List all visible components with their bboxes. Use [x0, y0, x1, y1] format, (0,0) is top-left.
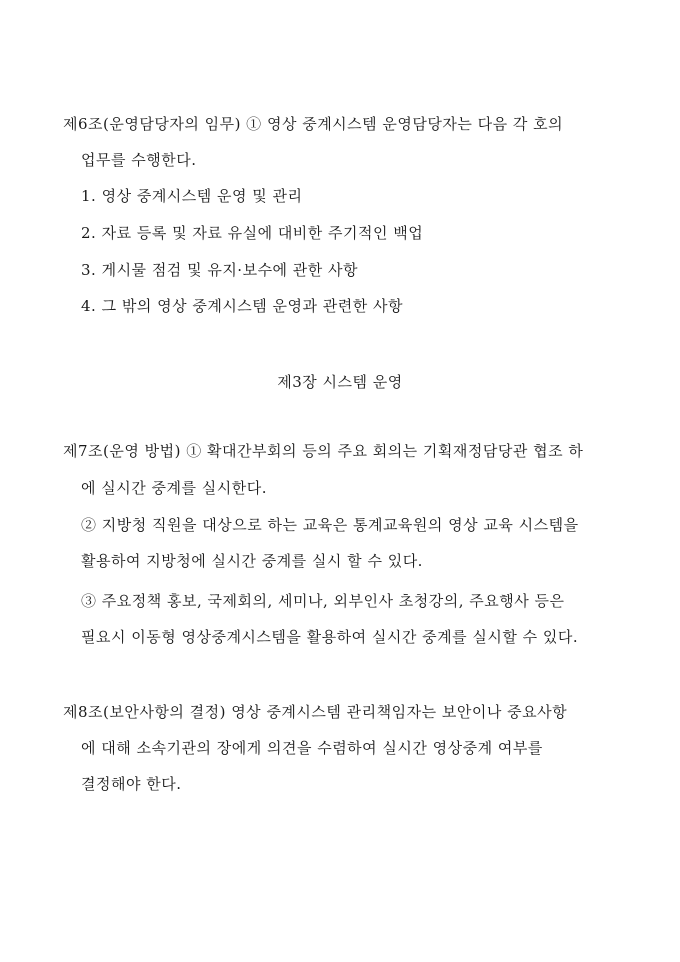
article7-line6: 필요시 이동형 영상중계시스템을 활용하여 실시간 중계를 실시할 수 있다. — [81, 628, 579, 646]
article6-item-2: 2. 자료 등록 및 자료 유실에 대비한 주기적인 백업 — [81, 224, 424, 242]
article6-item-4: 4. 그 밖의 영상 중계시스템 운영과 관련한 사항 — [81, 297, 404, 315]
chapter3-heading: 제3장 시스템 운영 — [277, 373, 403, 391]
article6-line1: 제6조(운영담당자의 임무) ① 영상 중계시스템 운영담당자는 다음 각 호의 — [63, 115, 564, 133]
article7-line5: ③ 주요정책 홍보, 국제회의, 세미나, 외부인사 초청강의, 주요행사 등은 — [81, 592, 565, 610]
article7-line4: 활용하여 지방청에 실시간 중계를 실시 할 수 있다. — [81, 552, 423, 570]
article6-line2: 업무를 수행한다. — [81, 151, 197, 169]
article8-line1: 제8조(보안사항의 결정) 영상 중계시스템 관리책임자는 보안이나 중요사항 — [63, 703, 568, 721]
article8-line3: 결정해야 한다. — [81, 775, 182, 793]
article7-line1: 제7조(운영 방법) ① 확대간부회의 등의 주요 회의는 기획재정담당관 협조 하 — [63, 442, 584, 460]
article8-line2: 에 대해 소속기관의 장에게 의견을 수렴하여 실시간 영상중계 여부를 — [81, 739, 543, 757]
article7-line2: 에 실시간 중계를 실시한다. — [81, 479, 267, 497]
article6-item-3: 3. 게시물 점검 및 유지·보수에 관한 사항 — [81, 261, 359, 279]
article6-item-1: 1. 영상 중계시스템 운영 및 관리 — [81, 187, 303, 205]
article7-line3: ② 지방청 직원을 대상으로 하는 교육은 통계교육원의 영상 교육 시스템을 — [81, 516, 579, 534]
